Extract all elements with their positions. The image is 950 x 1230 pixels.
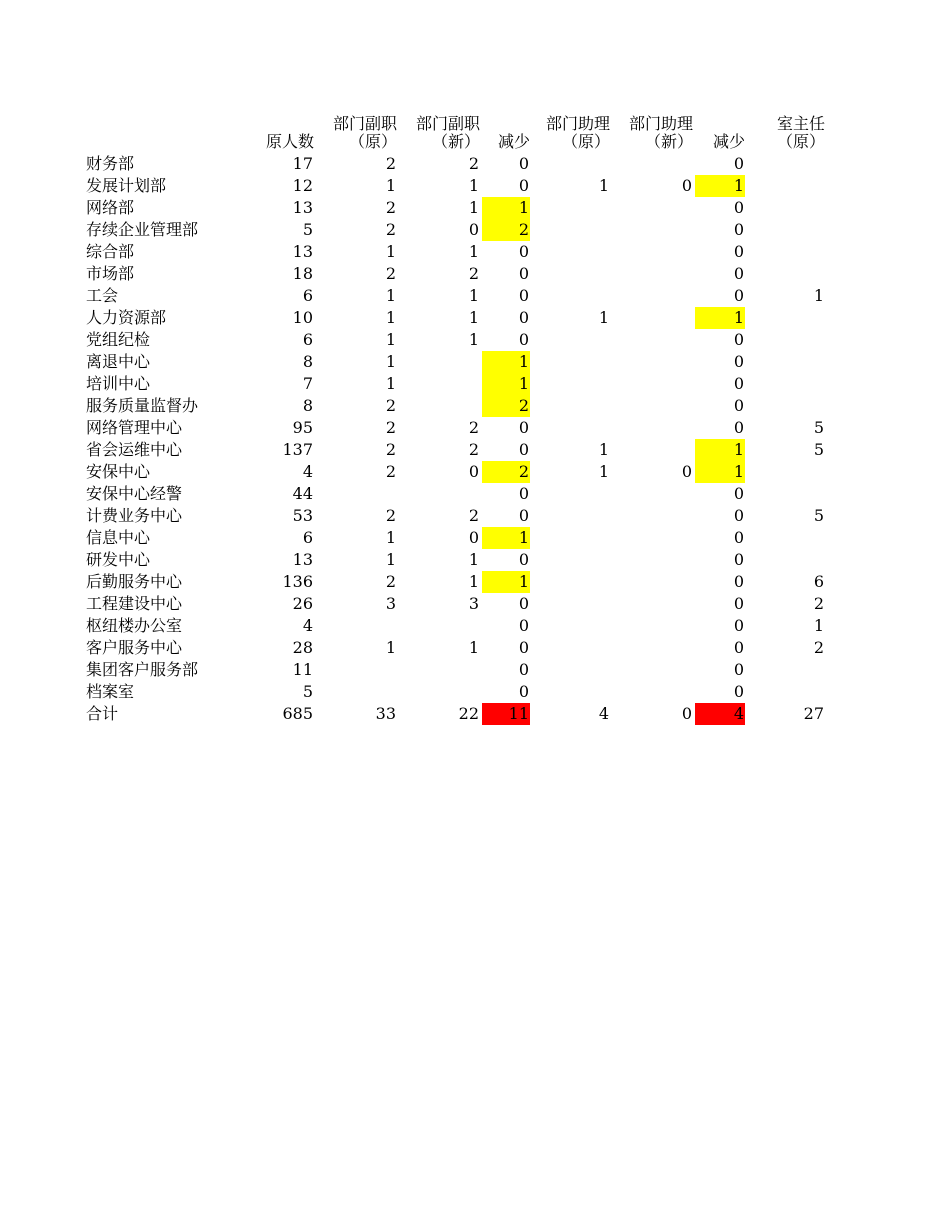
- cell-ast_new: [610, 593, 693, 615]
- cell-dep_new: [397, 373, 480, 395]
- department-name-cell: 后勤服务中心: [86, 572, 183, 591]
- cell-dep_red: 1: [482, 197, 530, 219]
- department-name-cell: 集团客户服务部: [86, 660, 199, 679]
- cell-dep_red: 0: [518, 440, 529, 459]
- table-row: [86, 505, 826, 527]
- cell-ast_old: [530, 637, 610, 659]
- cell-dep_old: 1: [385, 374, 396, 393]
- cell-dep_red: 0: [518, 484, 529, 503]
- cell-ast_new: [610, 659, 693, 681]
- cell-dep_new: 1: [468, 638, 479, 657]
- column-header-dep_new: [397, 112, 480, 152]
- cell-dep_red: 1: [482, 373, 530, 395]
- table-row: [86, 637, 826, 659]
- cell-dep_red: 2: [482, 461, 530, 483]
- table-row: [86, 527, 826, 549]
- cell-ast_old: [530, 219, 610, 241]
- cell-dep_red: 0: [518, 616, 529, 635]
- cell-dep_old: 3: [385, 594, 396, 613]
- cell-ast_new: [610, 329, 693, 351]
- cell-ast_red: 1: [695, 439, 745, 461]
- cell-dep_old: 2: [385, 264, 396, 283]
- cell-orig: 13: [292, 550, 313, 569]
- cell-dep_red: 0: [518, 418, 529, 437]
- table-row: [86, 153, 826, 175]
- table-row: [86, 263, 826, 285]
- cell-dep_old: [314, 615, 397, 637]
- cell-orig: 6: [302, 286, 313, 305]
- cell-dep_red: 0: [518, 550, 529, 569]
- column-header-ast_old: [530, 112, 610, 152]
- cell-dir_old: [745, 681, 825, 703]
- department-name-cell: 合计: [86, 704, 119, 723]
- cell-orig: 137: [282, 440, 313, 459]
- cell-dep_old: 33: [375, 704, 396, 723]
- cell-dep_old: 1: [385, 330, 396, 349]
- cell-ast_old: [530, 659, 610, 681]
- cell-ast_old: [530, 527, 610, 549]
- column-header-line2: （原）: [561, 132, 610, 151]
- department-name-cell: 市场部: [86, 264, 135, 283]
- department-name-cell: 综合部: [86, 242, 135, 261]
- cell-dep_red: 0: [518, 176, 529, 195]
- table-row: [86, 417, 826, 439]
- cell-dep_old: 1: [385, 550, 396, 569]
- cell-dep_old: 1: [385, 528, 396, 547]
- cell-ast_old: 4: [598, 704, 609, 723]
- cell-ast_old: [530, 549, 610, 571]
- cell-dep_red: 0: [518, 594, 529, 613]
- cell-dep_red: 2: [482, 219, 530, 241]
- cell-ast_new: [610, 527, 693, 549]
- cell-dep_new: 2: [468, 154, 479, 173]
- column-header-orig: [246, 112, 314, 152]
- cell-orig: 8: [302, 396, 313, 415]
- cell-dep_new: [397, 615, 480, 637]
- cell-ast_old: [530, 351, 610, 373]
- cell-dir_old: 5: [813, 418, 824, 437]
- department-name-cell: 工程建设中心: [86, 594, 183, 613]
- column-header-line2: 减少: [712, 132, 745, 151]
- cell-ast_red: 1: [695, 461, 745, 483]
- cell-orig: 6: [302, 330, 313, 349]
- cell-dir_old: [745, 197, 825, 219]
- column-header-ast_new: [610, 112, 693, 152]
- cell-orig: 4: [302, 462, 313, 481]
- department-name-cell: 枢纽楼办公室: [86, 616, 183, 635]
- cell-orig: 11: [292, 660, 313, 679]
- cell-dep_new: 0: [468, 220, 479, 239]
- cell-dir_old: 5: [813, 440, 824, 459]
- cell-dep_red: 0: [518, 264, 529, 283]
- cell-ast_old: [530, 681, 610, 703]
- cell-ast_old: 1: [598, 176, 609, 195]
- cell-ast_new: [610, 483, 693, 505]
- cell-orig: 12: [292, 176, 313, 195]
- cell-dep_new: 2: [468, 440, 479, 459]
- cell-dep_red: 11: [482, 703, 530, 725]
- cell-dep_old: 2: [385, 506, 396, 525]
- cell-dir_old: [745, 461, 825, 483]
- department-name-cell: 人力资源部: [86, 308, 167, 327]
- cell-ast_new: [610, 373, 693, 395]
- cell-orig: 26: [292, 594, 313, 613]
- cell-orig: 13: [292, 198, 313, 217]
- cell-orig: 5: [302, 220, 313, 239]
- department-name-cell: 客户服务中心: [86, 638, 183, 657]
- cell-ast_red: 0: [733, 286, 744, 305]
- cell-ast_new: [610, 615, 693, 637]
- cell-ast_old: [530, 153, 610, 175]
- column-header-line2: （原）: [348, 132, 397, 151]
- table-row: [86, 615, 826, 637]
- cell-dep_red: 1: [482, 571, 530, 593]
- cell-dir_old: [745, 175, 825, 197]
- cell-orig: 17: [292, 154, 313, 173]
- cell-ast_new: [610, 285, 693, 307]
- department-name-cell: 培训中心: [86, 374, 151, 393]
- table-row: [86, 373, 826, 395]
- cell-orig: 95: [292, 418, 313, 437]
- cell-ast_red: 0: [733, 352, 744, 371]
- table-row: [86, 439, 826, 461]
- cell-dep_new: [397, 395, 480, 417]
- cell-ast_new: [610, 307, 693, 329]
- column-header-line2: 原人数: [265, 132, 314, 151]
- table-row: [86, 329, 826, 351]
- column-header-line1: 部门助理: [545, 114, 610, 133]
- cell-ast_red: 0: [733, 242, 744, 261]
- table-row: [86, 307, 826, 329]
- department-name-cell: 发展计划部: [86, 176, 167, 195]
- cell-dir_old: [745, 527, 825, 549]
- cell-ast_red: 0: [733, 264, 744, 283]
- cell-orig: 5: [302, 682, 313, 701]
- cell-dir_old: [745, 483, 825, 505]
- department-name-cell: 网络管理中心: [86, 418, 183, 437]
- table-row: [86, 681, 826, 703]
- cell-dir_old: [745, 307, 825, 329]
- cell-ast_old: [530, 329, 610, 351]
- cell-ast_old: [530, 197, 610, 219]
- cell-ast_red: 0: [733, 330, 744, 349]
- cell-dep_old: 2: [385, 154, 396, 173]
- cell-ast_old: [530, 571, 610, 593]
- table-row: [86, 593, 826, 615]
- cell-dir_old: 2: [813, 638, 824, 657]
- cell-dir_old: [745, 329, 825, 351]
- cell-dep_red: 0: [518, 242, 529, 261]
- cell-ast_new: [610, 241, 693, 263]
- cell-dep_new: 2: [468, 264, 479, 283]
- cell-dep_old: 2: [385, 462, 396, 481]
- cell-dep_red: 0: [518, 154, 529, 173]
- cell-dep_new: 1: [468, 330, 479, 349]
- cell-orig: 136: [282, 572, 313, 591]
- cell-ast_new: [610, 395, 693, 417]
- cell-ast_red: 0: [733, 572, 744, 591]
- table-row: [86, 285, 826, 307]
- department-name-cell: 档案室: [86, 682, 135, 701]
- cell-ast_new: 0: [681, 704, 692, 723]
- cell-orig: 8: [302, 352, 313, 371]
- cell-dep_red: 0: [518, 330, 529, 349]
- cell-ast_old: [530, 417, 610, 439]
- cell-ast_old: [530, 395, 610, 417]
- department-name-cell: 研发中心: [86, 550, 151, 569]
- cell-dep_new: 1: [468, 198, 479, 217]
- cell-dep_red: 2: [482, 395, 530, 417]
- cell-ast_old: [530, 483, 610, 505]
- department-name-cell: 党组纪检: [86, 330, 151, 349]
- cell-dir_old: 5: [813, 506, 824, 525]
- cell-ast_red: 0: [733, 418, 744, 437]
- column-header-dir_old: [745, 112, 825, 152]
- cell-dep_red: 0: [518, 286, 529, 305]
- cell-dep_old: 2: [385, 220, 396, 239]
- cell-ast_new: [610, 351, 693, 373]
- cell-orig: 13: [292, 242, 313, 261]
- cell-orig: 44: [292, 484, 313, 503]
- cell-dir_old: 2: [813, 594, 824, 613]
- cell-ast_red: 0: [733, 506, 744, 525]
- cell-ast_old: [530, 263, 610, 285]
- cell-dep_new: 3: [468, 594, 479, 613]
- cell-ast_red: 0: [733, 220, 744, 239]
- cell-dir_old: [745, 659, 825, 681]
- cell-ast_red: 1: [695, 175, 745, 197]
- table-row: [86, 461, 826, 483]
- cell-dep_new: 2: [468, 506, 479, 525]
- cell-ast_old: [530, 615, 610, 637]
- cell-ast_red: 0: [733, 660, 744, 679]
- cell-dep_old: 2: [385, 198, 396, 217]
- column-header-line1: 室主任: [776, 114, 825, 133]
- cell-orig: 4: [302, 616, 313, 635]
- cell-ast_red: 1: [695, 307, 745, 329]
- cell-dep_old: 2: [385, 440, 396, 459]
- cell-ast_red: 0: [733, 154, 744, 173]
- table-row: [86, 549, 826, 571]
- cell-ast_old: [530, 373, 610, 395]
- cell-ast_new: 0: [681, 462, 692, 481]
- cell-ast_new: [610, 219, 693, 241]
- cell-orig: 53: [292, 506, 313, 525]
- cell-dep_new: 1: [468, 176, 479, 195]
- column-header-line1: 部门副职: [415, 114, 480, 133]
- column-header-line2: （新）: [644, 132, 693, 151]
- cell-dep_red: 0: [518, 682, 529, 701]
- cell-ast_new: [610, 637, 693, 659]
- cell-dep_new: 1: [468, 308, 479, 327]
- cell-ast_red: 0: [733, 682, 744, 701]
- department-name-cell: 存续企业管理部: [86, 220, 199, 239]
- column-header-line2: （新）: [431, 132, 480, 151]
- cell-orig: 685: [282, 704, 313, 723]
- table-row: [86, 219, 826, 241]
- cell-ast_new: [610, 263, 693, 285]
- cell-ast_old: [530, 505, 610, 527]
- table-row: [86, 483, 826, 505]
- cell-dep_old: 1: [385, 352, 396, 371]
- department-name-cell: 工会: [86, 286, 119, 305]
- department-name-cell: 信息中心: [86, 528, 151, 547]
- cell-dep_old: 1: [385, 242, 396, 261]
- department-name-cell: 安保中心经警: [86, 484, 183, 503]
- cell-ast_old: 1: [598, 440, 609, 459]
- cell-dep_old: 2: [385, 572, 396, 591]
- cell-dir_old: [745, 373, 825, 395]
- department-name-cell: 计费业务中心: [86, 506, 183, 525]
- cell-ast_red: 0: [733, 528, 744, 547]
- cell-dir_old: [745, 241, 825, 263]
- cell-ast_red: 4: [695, 703, 745, 725]
- cell-dir_old: [745, 263, 825, 285]
- cell-ast_new: [610, 571, 693, 593]
- cell-dir_old: [745, 153, 825, 175]
- cell-ast_new: [610, 197, 693, 219]
- cell-dep_old: 2: [385, 418, 396, 437]
- column-header-line2: （原）: [776, 132, 825, 151]
- cell-ast_new: [610, 439, 693, 461]
- department-name-cell: 网络部: [86, 198, 135, 217]
- cell-dep_old: [314, 483, 397, 505]
- cell-ast_new: [610, 153, 693, 175]
- cell-dep_new: 2: [468, 418, 479, 437]
- cell-dep_new: 22: [458, 704, 479, 723]
- cell-dep_new: [397, 681, 480, 703]
- cell-ast_new: 0: [681, 176, 692, 195]
- cell-ast_old: [530, 593, 610, 615]
- column-header-dep_old: [314, 112, 397, 152]
- cell-dep_new: [397, 483, 480, 505]
- cell-ast_new: [610, 505, 693, 527]
- cell-ast_red: 0: [733, 374, 744, 393]
- cell-dep_old: [314, 659, 397, 681]
- cell-dep_red: 0: [518, 506, 529, 525]
- cell-dir_old: 1: [813, 616, 824, 635]
- table-row: [86, 571, 826, 593]
- cell-ast_old: [530, 285, 610, 307]
- cell-dep_old: 1: [385, 286, 396, 305]
- cell-dep_new: 1: [468, 286, 479, 305]
- cell-dir_old: [745, 395, 825, 417]
- cell-dep_red: 1: [482, 527, 530, 549]
- cell-dep_new: 0: [468, 528, 479, 547]
- table-row: [86, 241, 826, 263]
- cell-ast_old: 1: [598, 308, 609, 327]
- cell-dir_old: 1: [813, 286, 824, 305]
- cell-dep_new: [397, 659, 480, 681]
- department-name-cell: 省会运维中心: [86, 440, 183, 459]
- cell-ast_red: 0: [733, 198, 744, 217]
- cell-dep_new: 0: [468, 462, 479, 481]
- cell-dir_old: [745, 351, 825, 373]
- column-header-line2: 减少: [497, 132, 530, 151]
- cell-ast_red: 0: [733, 616, 744, 635]
- cell-dep_old: 1: [385, 176, 396, 195]
- cell-orig: 18: [292, 264, 313, 283]
- cell-ast_red: 0: [733, 396, 744, 415]
- cell-orig: 6: [302, 528, 313, 547]
- cell-dir_old: [745, 219, 825, 241]
- cell-dir_old: [745, 549, 825, 571]
- cell-ast_red: 0: [733, 594, 744, 613]
- cell-dep_new: 1: [468, 572, 479, 591]
- cell-dep_new: 1: [468, 550, 479, 569]
- cell-ast_red: 0: [733, 484, 744, 503]
- cell-ast_red: 0: [733, 550, 744, 569]
- table-row: [86, 175, 826, 197]
- cell-dep_old: 1: [385, 638, 396, 657]
- cell-ast_new: [610, 417, 693, 439]
- cell-ast_red: 0: [733, 638, 744, 657]
- cell-dep_new: 1: [468, 242, 479, 261]
- cell-dep_old: 1: [385, 308, 396, 327]
- cell-ast_new: [610, 681, 693, 703]
- cell-dep_red: 0: [518, 638, 529, 657]
- cell-dir_old: 27: [803, 704, 824, 723]
- department-name-cell: 安保中心: [86, 462, 151, 481]
- cell-orig: 7: [302, 374, 313, 393]
- column-header-line1: 部门助理: [628, 114, 693, 133]
- cell-ast_new: [610, 549, 693, 571]
- cell-dir_old: 6: [813, 572, 824, 591]
- cell-dep_old: [314, 681, 397, 703]
- cell-orig: 28: [292, 638, 313, 657]
- table-row: [86, 659, 826, 681]
- total-row: [86, 703, 826, 725]
- department-name-cell: 离退中心: [86, 352, 151, 371]
- table-row: [86, 351, 826, 373]
- table-row: [86, 395, 826, 417]
- department-name-cell: 财务部: [86, 154, 135, 173]
- column-header-line1: 部门副职: [332, 114, 397, 133]
- cell-ast_old: 1: [598, 462, 609, 481]
- cell-dep_old: 2: [385, 396, 396, 415]
- cell-dep_new: [397, 351, 480, 373]
- department-name-cell: 服务质量监督办: [86, 396, 199, 415]
- column-header-dep_red: [482, 112, 530, 152]
- cell-dep_red: 0: [518, 660, 529, 679]
- cell-ast_old: [530, 241, 610, 263]
- column-header-ast_red: [695, 112, 745, 152]
- cell-orig: 10: [292, 308, 313, 327]
- cell-dep_red: 1: [482, 351, 530, 373]
- cell-dep_red: 0: [518, 308, 529, 327]
- table-row: [86, 197, 826, 219]
